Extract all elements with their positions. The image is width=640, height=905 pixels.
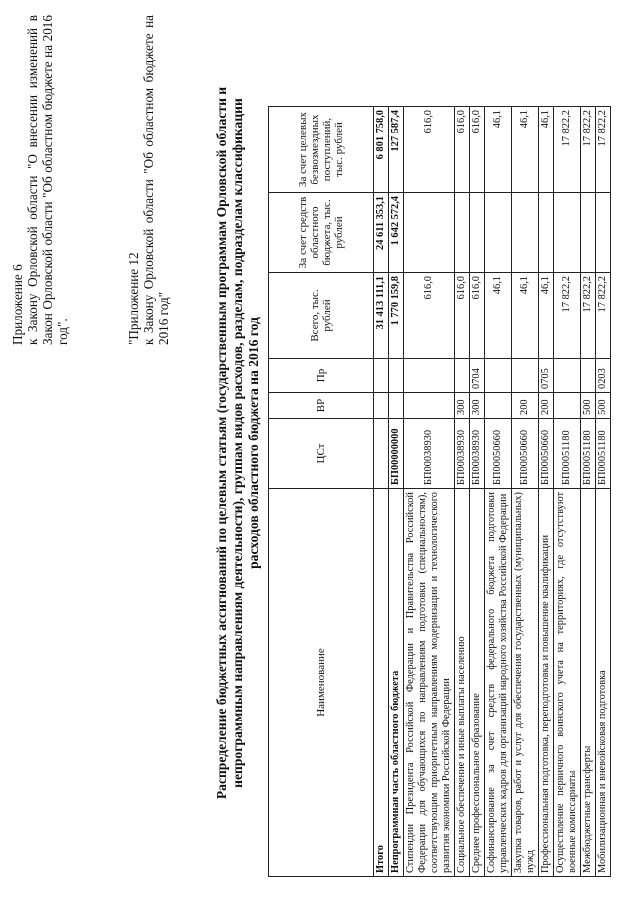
cell-name: Профессиональная подготовка, переподготовка и повышение квалификации xyxy=(539,489,554,877)
header-cst: ЦСт xyxy=(269,419,374,489)
annex-12-text: к Закону Орловской области "Об областном бюджете на 2016 год" xyxy=(141,15,171,345)
cell-vr: 500 xyxy=(581,393,596,419)
table-row xyxy=(596,107,611,877)
table-row xyxy=(455,107,470,877)
cell-name: Непрограммная часть областного бюджета xyxy=(389,489,404,877)
table-row xyxy=(470,107,485,877)
cell-total: 46,1 xyxy=(485,273,512,359)
cell-name: Софинансирование за счет средств федерального бюджета подготовки управленческих кадров для организаций народного хозяйства Российской Федерации xyxy=(485,489,512,877)
annex-6-title: Приложение 6 xyxy=(10,264,25,345)
cell-targeted: 17 822,2 xyxy=(581,107,596,193)
cell-targeted: 46,1 xyxy=(539,107,554,193)
cell-name: Мобилизационная и вневойсковая подготовка xyxy=(596,489,611,877)
cell-total: 1 770 159,8 xyxy=(389,273,404,359)
cell-cst: БП00038930 xyxy=(404,419,455,489)
cell-total: 31 413 111,1 xyxy=(374,273,389,359)
header-pr: Пр xyxy=(269,359,374,393)
cell-pr xyxy=(455,359,470,393)
cell-pr xyxy=(485,359,512,393)
budget-table xyxy=(268,106,611,877)
header-total: Всего, тыс. рублей xyxy=(269,273,374,359)
cell-cst: БП00050660 xyxy=(512,419,539,489)
cell-cst: БП00038930 xyxy=(455,419,470,489)
cell-name: Осуществление первичного воинского учета на территориях, где отсутствуют военные комиссариаты xyxy=(554,489,581,877)
cell-targeted: 6 801 758,0 xyxy=(374,107,389,193)
cell-total: 616,0 xyxy=(470,273,485,359)
cell-vr xyxy=(554,393,581,419)
cell-total: 17 822,2 xyxy=(581,273,596,359)
cell-targeted: 46,1 xyxy=(512,107,539,193)
cell-total: 46,1 xyxy=(539,273,554,359)
table-row xyxy=(554,107,581,877)
annex-12-title: "Приложение 12 xyxy=(126,252,141,345)
annex-12-block xyxy=(126,15,171,345)
annex-6-block xyxy=(10,15,70,345)
cell-vr xyxy=(374,393,389,419)
header-targeted: За счет целевых безвозмездных поступлений, тыс. рублей xyxy=(269,107,374,193)
cell-targeted: 17 822,2 xyxy=(554,107,581,193)
cell-regional xyxy=(485,193,512,273)
table-row xyxy=(374,107,389,877)
cell-pr xyxy=(554,359,581,393)
table-header-row xyxy=(269,107,374,877)
cell-targeted: 616,0 xyxy=(455,107,470,193)
cell-cst: БП00051180 xyxy=(554,419,581,489)
header-regional: За счет средств областного бюджета, тыс. рублей xyxy=(269,193,374,273)
table-row xyxy=(539,107,554,877)
cell-name: Межбюджетные трансферты xyxy=(581,489,596,877)
cell-regional xyxy=(512,193,539,273)
cell-vr: 500 xyxy=(596,393,611,419)
table-row xyxy=(581,107,596,877)
cell-pr xyxy=(374,359,389,393)
cell-name: Стипендии Президента Российской Федерации и Правительства Российской Федерации для обучающихся по направлениям подготовки (специальностям), соответствующим приоритетным направлениям модернизации и технологического развития экономики Российской Федерации xyxy=(404,489,455,877)
table-row xyxy=(512,107,539,877)
cell-pr xyxy=(404,359,455,393)
cell-regional: 24 611 353,1 xyxy=(374,193,389,273)
cell-targeted: 127 587,4 xyxy=(389,107,404,193)
cell-cst xyxy=(374,419,389,489)
cell-vr xyxy=(404,393,455,419)
cell-targeted: 616,0 xyxy=(404,107,455,193)
cell-name: Закупка товаров, работ и услуг для обеспечения государственных (муниципальных) нужд xyxy=(512,489,539,877)
cell-total: 17 822,2 xyxy=(554,273,581,359)
cell-vr xyxy=(485,393,512,419)
cell-regional xyxy=(581,193,596,273)
cell-total: 616,0 xyxy=(455,273,470,359)
cell-pr: 0705 xyxy=(539,359,554,393)
cell-cst: БП00000000 xyxy=(389,419,404,489)
cell-cst: БП00038930 xyxy=(470,419,485,489)
table-row xyxy=(485,107,512,877)
table-row xyxy=(389,107,404,877)
cell-targeted: 46,1 xyxy=(485,107,512,193)
document-title: Распределение бюджетных ассигнований по целевым статьям (государственным программам Орловской области и непрограммным направлениям деятельности), группам видов расходов, разделам, подразделам классификации расходов областного бюджета на 2016 год xyxy=(214,86,261,800)
cell-pr: 0203 xyxy=(596,359,611,393)
cell-pr: 0704 xyxy=(470,359,485,393)
cell-regional xyxy=(455,193,470,273)
cell-pr xyxy=(512,359,539,393)
header-vr: ВР xyxy=(269,393,374,419)
cell-name: Социальное обеспечение и иные выплаты населению xyxy=(455,489,470,877)
cell-total: 17 822,2 xyxy=(596,273,611,359)
header-name: Наименование xyxy=(269,489,374,877)
cell-cst: БП00050660 xyxy=(485,419,512,489)
cell-cst: БП00051180 xyxy=(581,419,596,489)
cell-vr: 200 xyxy=(539,393,554,419)
cell-vr: 300 xyxy=(470,393,485,419)
annex-6-text: к Закону Орловской области "О внесении изменений в Закон Орловской области "Об областном бюджете на 2016 год". xyxy=(25,15,70,345)
cell-total: 46,1 xyxy=(512,273,539,359)
cell-pr xyxy=(581,359,596,393)
cell-vr xyxy=(389,393,404,419)
cell-targeted: 616,0 xyxy=(470,107,485,193)
cell-vr: 200 xyxy=(512,393,539,419)
cell-regional xyxy=(539,193,554,273)
table-row xyxy=(404,107,455,877)
cell-pr xyxy=(389,359,404,393)
cell-name: Среднее профессиональное образование xyxy=(470,489,485,877)
cell-regional: 1 642 572,4 xyxy=(389,193,404,273)
cell-vr: 300 xyxy=(455,393,470,419)
cell-regional xyxy=(554,193,581,273)
cell-regional xyxy=(470,193,485,273)
cell-targeted: 17 822,2 xyxy=(596,107,611,193)
cell-total: 616,0 xyxy=(404,273,455,359)
cell-cst: БП00051180 xyxy=(596,419,611,489)
cell-regional xyxy=(404,193,455,273)
cell-name: Итого xyxy=(374,489,389,877)
cell-cst: БП00050660 xyxy=(539,419,554,489)
cell-regional xyxy=(596,193,611,273)
